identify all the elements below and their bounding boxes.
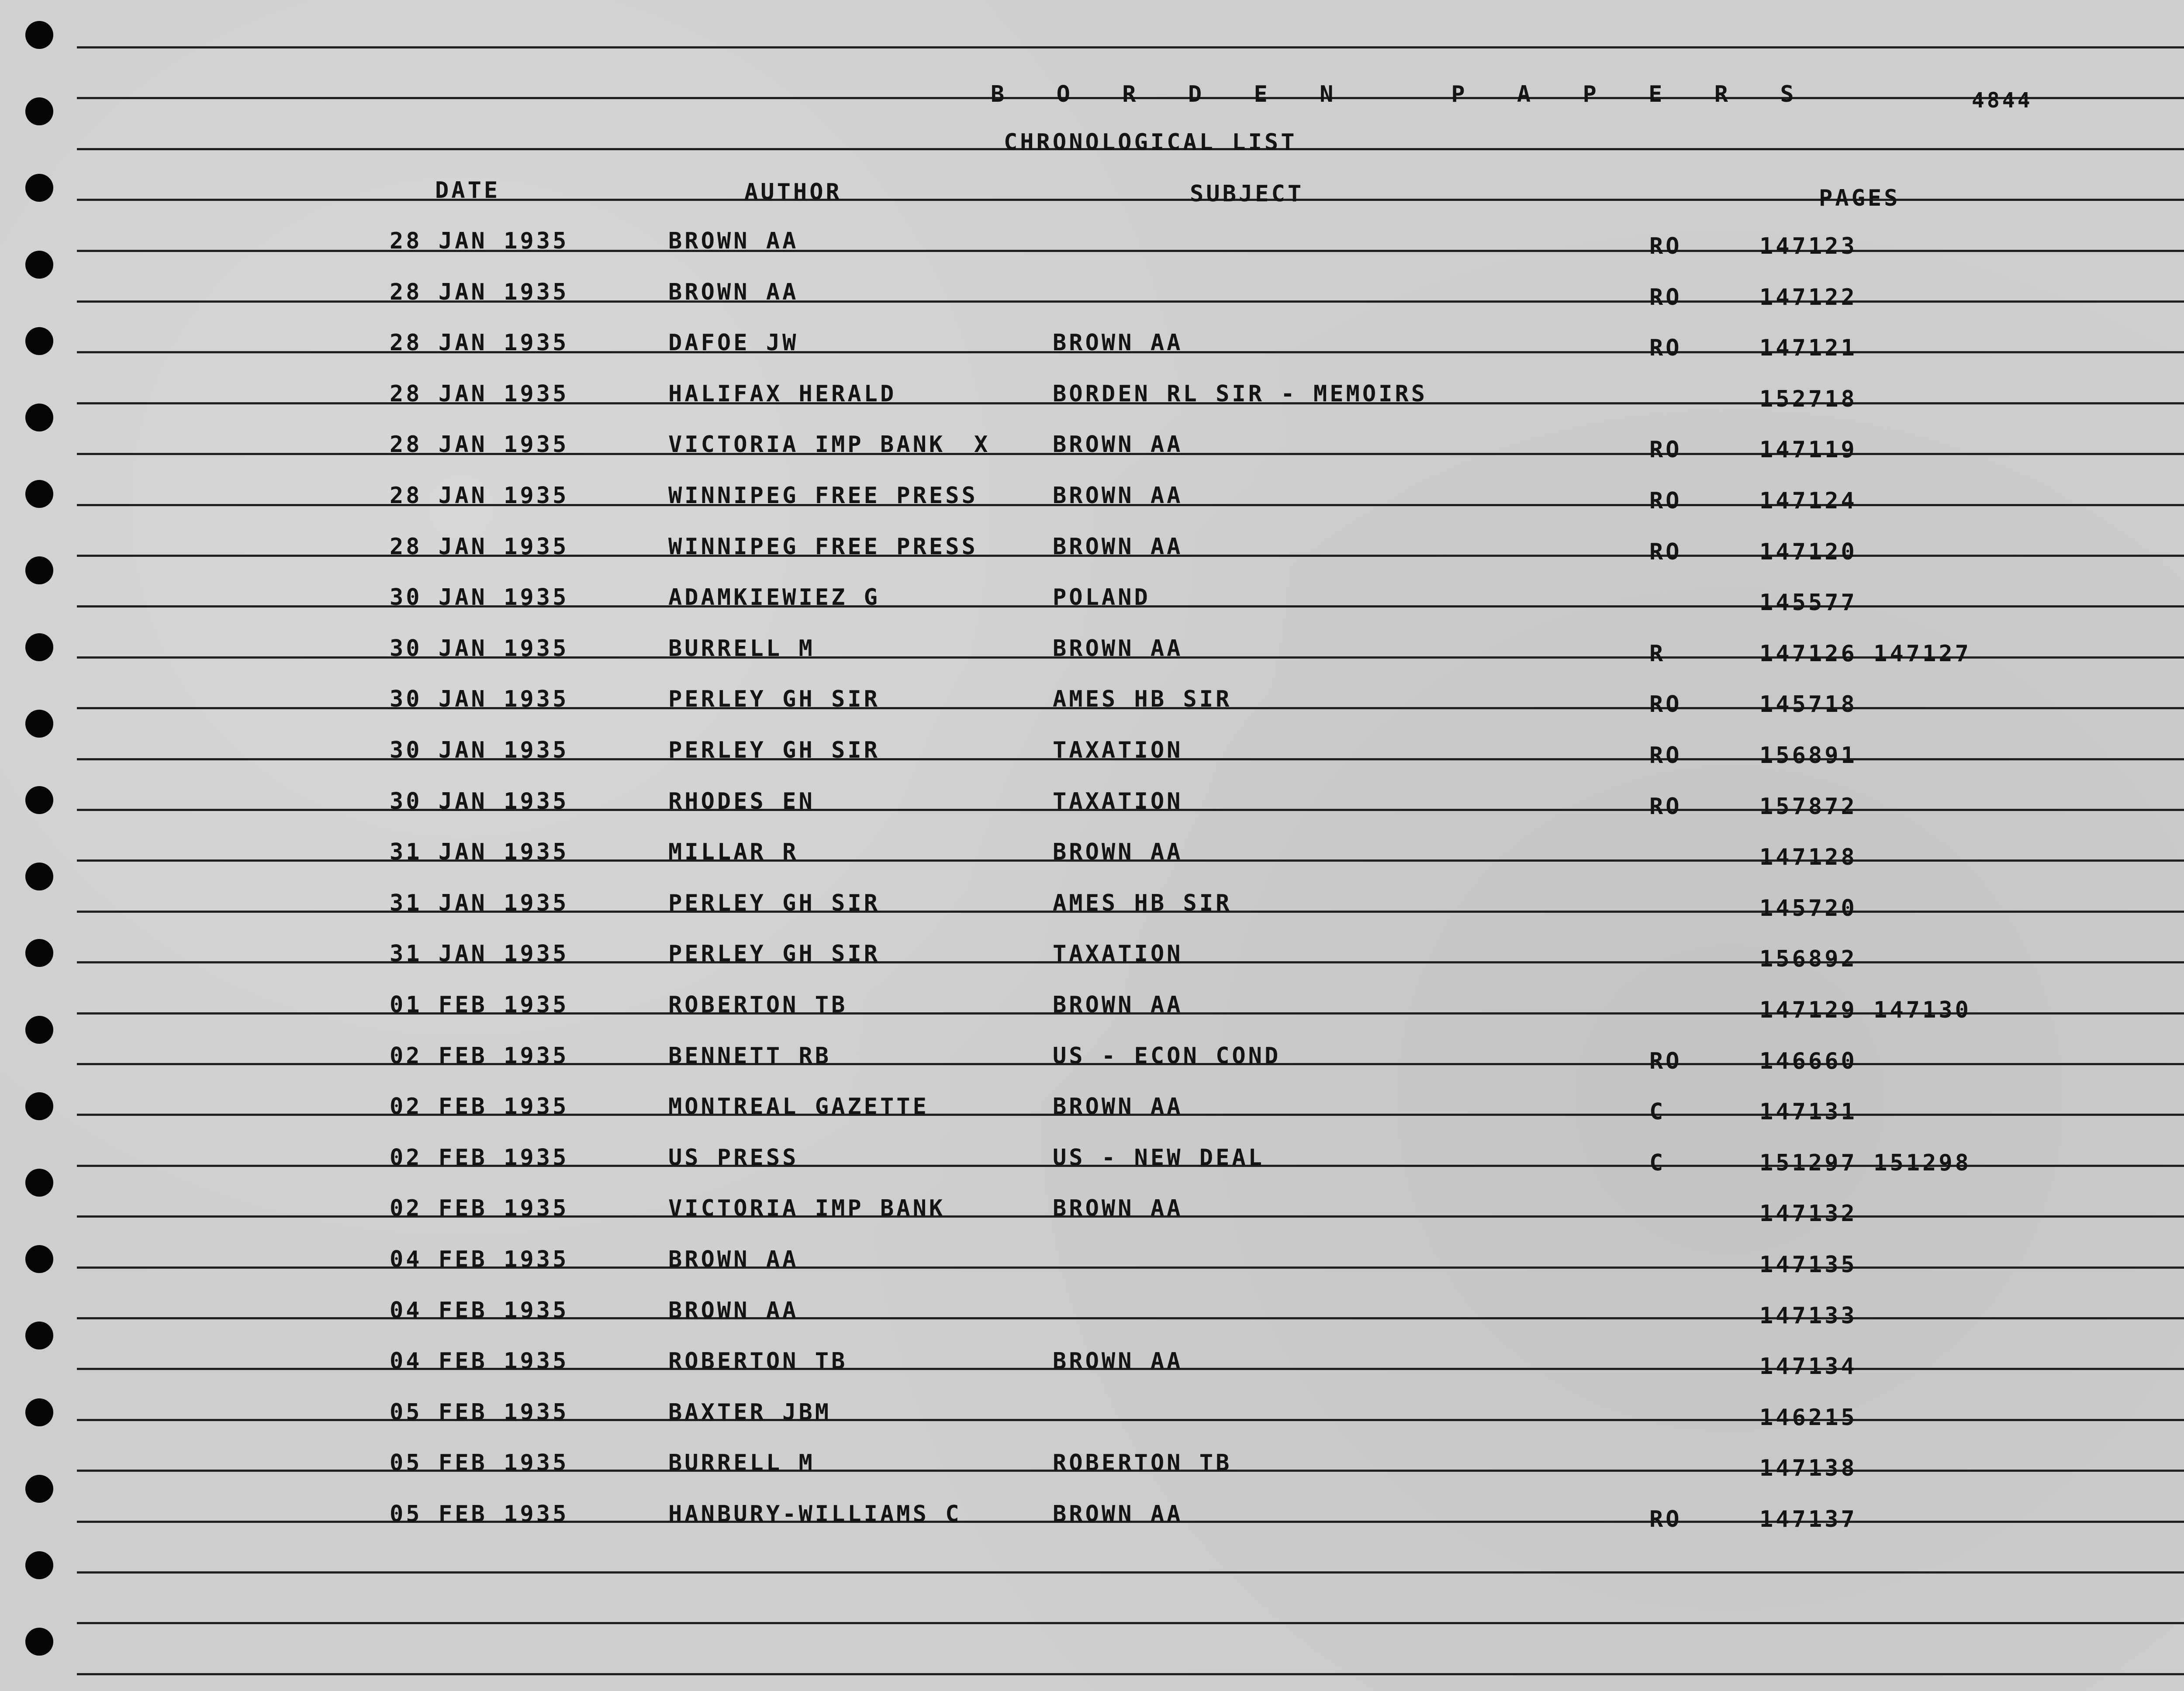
entry-pages: 147126 147127 (1759, 641, 1971, 667)
entry-subject: TAXATION (1053, 788, 1183, 814)
entry-author: WINNIPEG FREE PRESS (668, 483, 978, 509)
page-number: 4844 (1972, 88, 2033, 113)
entry-pages: 145720 (1759, 895, 1857, 921)
entry-subject: POLAND (1053, 584, 1151, 611)
entry-subject: US - NEW DEAL (1053, 1145, 1265, 1171)
list-item (0, 1195, 2184, 1227)
entry-date: 31 JAN 1935 (390, 890, 569, 916)
entry-date: 30 JAN 1935 (390, 686, 569, 712)
feed-hole-icon (25, 97, 53, 125)
list-item (0, 1145, 2184, 1176)
entry-subject: AMES HB SIR (1053, 890, 1232, 916)
feed-hole-icon (25, 863, 53, 890)
entry-code: RO (1649, 335, 1682, 361)
entry-author: BURRELL M (668, 635, 815, 662)
ruled-line (77, 1571, 2184, 1574)
feed-hole-icon (25, 21, 53, 49)
entry-pages: 151297 151298 (1759, 1150, 1971, 1176)
entry-author: ROBERTON TB (668, 992, 848, 1018)
entry-date: 30 JAN 1935 (390, 737, 569, 763)
list-item (0, 1298, 2184, 1329)
entry-code: C (1649, 1099, 1666, 1125)
list-item (0, 279, 2184, 311)
entry-pages: 145718 (1759, 691, 1857, 718)
entry-subject: BROWN AA (1053, 431, 1183, 458)
list-item (0, 1450, 2184, 1481)
entry-pages: 147132 (1759, 1201, 1857, 1227)
entry-subject: ROBERTON TB (1053, 1450, 1232, 1476)
entry-date: 05 FEB 1935 (390, 1501, 569, 1527)
list-item (0, 992, 2184, 1023)
list-item (0, 890, 2184, 921)
entry-pages: 156891 (1759, 742, 1857, 769)
entry-pages: 145577 (1759, 590, 1857, 616)
entry-code: RO (1649, 742, 1682, 769)
feed-hole-icon (25, 1475, 53, 1503)
list-item (0, 431, 2184, 463)
document-title: B O R D E N P A P E R S (991, 81, 1813, 107)
feed-hole-icon (25, 1016, 53, 1044)
feed-hole-icon (25, 174, 53, 202)
entry-date: 05 FEB 1935 (390, 1399, 569, 1425)
entry-author: BROWN AA (668, 279, 799, 305)
column-header-subject: SUBJECT (1190, 181, 1304, 207)
entry-author: WINNIPEG FREE PRESS (668, 534, 978, 560)
list-item (0, 1399, 2184, 1431)
entry-pages: 147137 (1759, 1506, 1857, 1532)
entry-date: 02 FEB 1935 (390, 1043, 569, 1069)
list-item (0, 584, 2184, 616)
list-item (0, 686, 2184, 718)
entry-date: 28 JAN 1935 (390, 381, 569, 407)
entry-pages: 147131 (1759, 1099, 1857, 1125)
entry-subject: AMES HB SIR (1053, 686, 1232, 712)
entry-subject: BROWN AA (1053, 330, 1183, 356)
entry-author: RHODES EN (668, 788, 815, 814)
list-subtitle: CHRONOLOGICAL LIST (1004, 129, 1297, 155)
entry-pages: 147138 (1759, 1455, 1857, 1481)
entry-date: 01 FEB 1935 (390, 992, 569, 1018)
feed-hole-icon (25, 710, 53, 738)
entry-date: 30 JAN 1935 (390, 584, 569, 611)
entry-pages: 147124 (1759, 488, 1857, 514)
entry-mark: X (974, 431, 991, 458)
list-item (0, 839, 2184, 870)
entry-pages: 147135 (1759, 1252, 1857, 1278)
feed-hole-icon (25, 1628, 53, 1656)
list-item (0, 381, 2184, 412)
entry-author: PERLEY GH SIR (668, 737, 880, 763)
column-header-author: AUTHOR (744, 179, 842, 205)
entry-date: 30 JAN 1935 (390, 788, 569, 814)
entry-code: RO (1649, 691, 1682, 718)
list-item (0, 635, 2184, 667)
entry-author: MONTREAL GAZETTE (668, 1094, 929, 1120)
entry-author: PERLEY GH SIR (668, 941, 880, 967)
entry-subject: BROWN AA (1053, 1348, 1183, 1374)
column-header-pages: PAGES (1819, 185, 1901, 211)
list-item (0, 1043, 2184, 1074)
entry-subject: BROWN AA (1053, 839, 1183, 865)
entry-code: RO (1649, 437, 1682, 463)
entry-code: RO (1649, 233, 1682, 259)
entry-date: 02 FEB 1935 (390, 1195, 569, 1222)
entry-subject: BROWN AA (1053, 534, 1183, 560)
entry-author: VICTORIA IMP BANK (668, 431, 946, 458)
entry-date: 02 FEB 1935 (390, 1094, 569, 1120)
entry-code: RO (1649, 794, 1682, 820)
entry-author: BENNETT RB (668, 1043, 832, 1069)
list-item (0, 737, 2184, 769)
entry-subject: BROWN AA (1053, 1094, 1183, 1120)
feed-hole-icon (25, 404, 53, 431)
entry-author: BROWN AA (668, 228, 799, 254)
ruled-line (77, 1622, 2184, 1624)
list-item (0, 330, 2184, 361)
entry-code: RO (1649, 284, 1682, 311)
entry-pages: 152718 (1759, 386, 1857, 412)
entry-date: 31 JAN 1935 (390, 941, 569, 967)
entry-pages: 147121 (1759, 335, 1857, 361)
entry-date: 28 JAN 1935 (390, 534, 569, 560)
entry-pages: 146660 (1759, 1048, 1857, 1074)
entry-date: 05 FEB 1935 (390, 1450, 569, 1476)
feed-hole-icon (25, 251, 53, 279)
entry-pages: 147134 (1759, 1353, 1857, 1380)
entry-date: 02 FEB 1935 (390, 1145, 569, 1171)
entry-code: RO (1649, 1506, 1682, 1532)
list-item (0, 534, 2184, 565)
entry-author: ROBERTON TB (668, 1348, 848, 1374)
entry-subject: BROWN AA (1053, 635, 1183, 662)
entry-date: 04 FEB 1935 (390, 1298, 569, 1324)
entry-pages: 156892 (1759, 946, 1857, 972)
list-item (0, 1246, 2184, 1278)
entry-author: HALIFAX HERALD (668, 381, 897, 407)
column-header-date: DATE (435, 177, 501, 204)
entry-author: PERLEY GH SIR (668, 686, 880, 712)
entry-subject: BROWN AA (1053, 483, 1183, 509)
entry-date: 28 JAN 1935 (390, 330, 569, 356)
entry-author: BROWN AA (668, 1246, 799, 1273)
entry-subject: US - ECON COND (1053, 1043, 1281, 1069)
list-item (0, 941, 2184, 972)
entry-author: BROWN AA (668, 1298, 799, 1324)
entry-code: RO (1649, 1048, 1682, 1074)
entry-date: 28 JAN 1935 (390, 431, 569, 458)
feed-hole-icon (25, 1169, 53, 1197)
entry-author: ADAMKIEWIEZ G (668, 584, 880, 611)
entry-code: C (1649, 1150, 1666, 1176)
entry-pages: 147128 (1759, 844, 1857, 870)
entry-date: 28 JAN 1935 (390, 279, 569, 305)
ruled-line (77, 46, 2184, 48)
entry-pages: 147133 (1759, 1303, 1857, 1329)
entry-date: 04 FEB 1935 (390, 1348, 569, 1374)
feed-hole-icon (25, 1551, 53, 1579)
list-item (0, 788, 2184, 820)
entry-pages: 147129 147130 (1759, 997, 1971, 1023)
list-item (0, 1094, 2184, 1125)
entry-author: DAFOE JW (668, 330, 799, 356)
list-item (0, 1348, 2184, 1380)
entry-pages: 147120 (1759, 539, 1857, 565)
entry-code: R (1649, 641, 1666, 667)
entry-author: BURRELL M (668, 1450, 815, 1476)
ruled-line (77, 1673, 2184, 1675)
entry-author: HANBURY-WILLIAMS C (668, 1501, 962, 1527)
entry-date: 28 JAN 1935 (390, 483, 569, 509)
entry-author: MILLAR R (668, 839, 799, 865)
entry-date: 31 JAN 1935 (390, 839, 569, 865)
entry-author: BAXTER JBM (668, 1399, 832, 1425)
entry-pages: 146215 (1759, 1405, 1857, 1431)
entry-code: RO (1649, 488, 1682, 514)
entry-subject: BROWN AA (1053, 992, 1183, 1018)
entry-pages: 147122 (1759, 284, 1857, 311)
feed-hole-icon (25, 556, 53, 584)
entry-subject: TAXATION (1053, 941, 1183, 967)
list-item (0, 228, 2184, 259)
entry-subject: BROWN AA (1053, 1501, 1183, 1527)
entry-date: 04 FEB 1935 (390, 1246, 569, 1273)
entry-date: 30 JAN 1935 (390, 635, 569, 662)
entry-author: VICTORIA IMP BANK (668, 1195, 946, 1222)
feed-hole-icon (25, 1322, 53, 1349)
entry-code: RO (1649, 539, 1682, 565)
entry-subject: BROWN AA (1053, 1195, 1183, 1222)
entry-pages: 157872 (1759, 794, 1857, 820)
entry-subject: BORDEN RL SIR - MEMOIRS (1053, 381, 1428, 407)
entry-date: 28 JAN 1935 (390, 228, 569, 254)
entry-author: US PRESS (668, 1145, 799, 1171)
list-item (0, 1501, 2184, 1532)
list-item (0, 483, 2184, 514)
entry-author: PERLEY GH SIR (668, 890, 880, 916)
entry-subject: TAXATION (1053, 737, 1183, 763)
entry-pages: 147123 (1759, 233, 1857, 259)
entry-pages: 147119 (1759, 437, 1857, 463)
